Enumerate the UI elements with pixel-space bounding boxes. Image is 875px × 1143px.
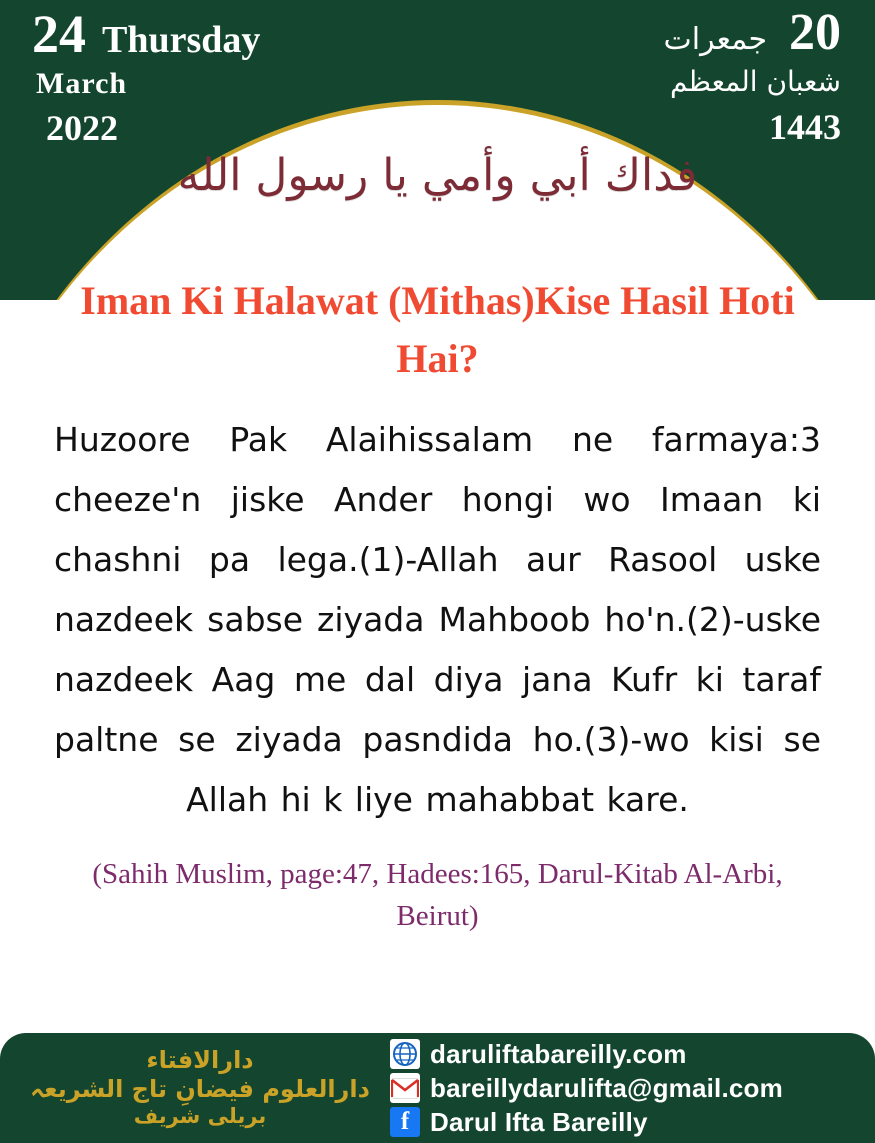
gregorian-month: March xyxy=(36,66,128,100)
contact-facebook[interactable] xyxy=(390,1107,861,1138)
page-title: Iman Ki Halawat (Mithas)Kise Hasil Hoti Hai? xyxy=(80,278,795,381)
org-line-1: دارالافتاء xyxy=(146,1045,254,1074)
gregorian-day-row xyxy=(32,6,260,63)
gregorian-year: 2022 xyxy=(46,107,118,148)
gmail-icon xyxy=(390,1073,420,1103)
main-content xyxy=(0,272,875,937)
facebook-icon: f xyxy=(390,1107,420,1137)
hijri-date-block xyxy=(664,6,842,148)
email-text: bareillydarulifta@gmail.com xyxy=(430,1072,783,1103)
calligraphy-text: فداك أبي وأمي يا رسول الله xyxy=(177,150,698,201)
header-banner xyxy=(0,0,875,300)
gregorian-date-block xyxy=(32,6,260,149)
facebook-text: Darul Ifta Bareilly xyxy=(430,1106,648,1137)
hijri-year: 1443 xyxy=(769,106,841,147)
organization-block xyxy=(10,1046,390,1130)
hijri-day-row xyxy=(664,6,842,61)
gregorian-day-name: Thursday xyxy=(102,19,261,61)
hijri-day-name: جمعرات xyxy=(663,22,767,57)
globe-icon xyxy=(390,1039,420,1069)
org-line-3: بریلی شریف xyxy=(133,1104,267,1129)
footer-bar xyxy=(0,1033,875,1143)
contact-website[interactable] xyxy=(390,1039,861,1070)
hijri-month: شعبان المعظم xyxy=(669,64,841,98)
website-text: daruliftabareilly.com xyxy=(430,1038,687,1069)
org-line-2: دارالعلوم فیضانِ تاج الشریعہ xyxy=(30,1075,370,1104)
hadees-body-text: Huzoore Pak Alaihissalam ne farmaya:3 cheeze'n jiske Ander hongi wo Imaan ki chashni pa lega.(1)-Allah aur Rasool uske nazdeek sabse ziyada Mahboob ho'n.(2)-uske nazdeek Aag me dal diya jana Kufr ki taraf paltne se ziyada pasndida ho.(3)-wo kisi se Allah hi k liye mahabbat kare. xyxy=(54,420,821,820)
hijri-day-number: 20 xyxy=(789,4,841,61)
contact-list xyxy=(390,1039,861,1138)
hadees-reference: (Sahih Muslim, page:47, Hadees:165, Darul-Kitab Al-Arbi, Beirut) xyxy=(92,858,783,932)
contact-email[interactable] xyxy=(390,1073,861,1104)
gregorian-day-number: 24 xyxy=(32,4,86,64)
